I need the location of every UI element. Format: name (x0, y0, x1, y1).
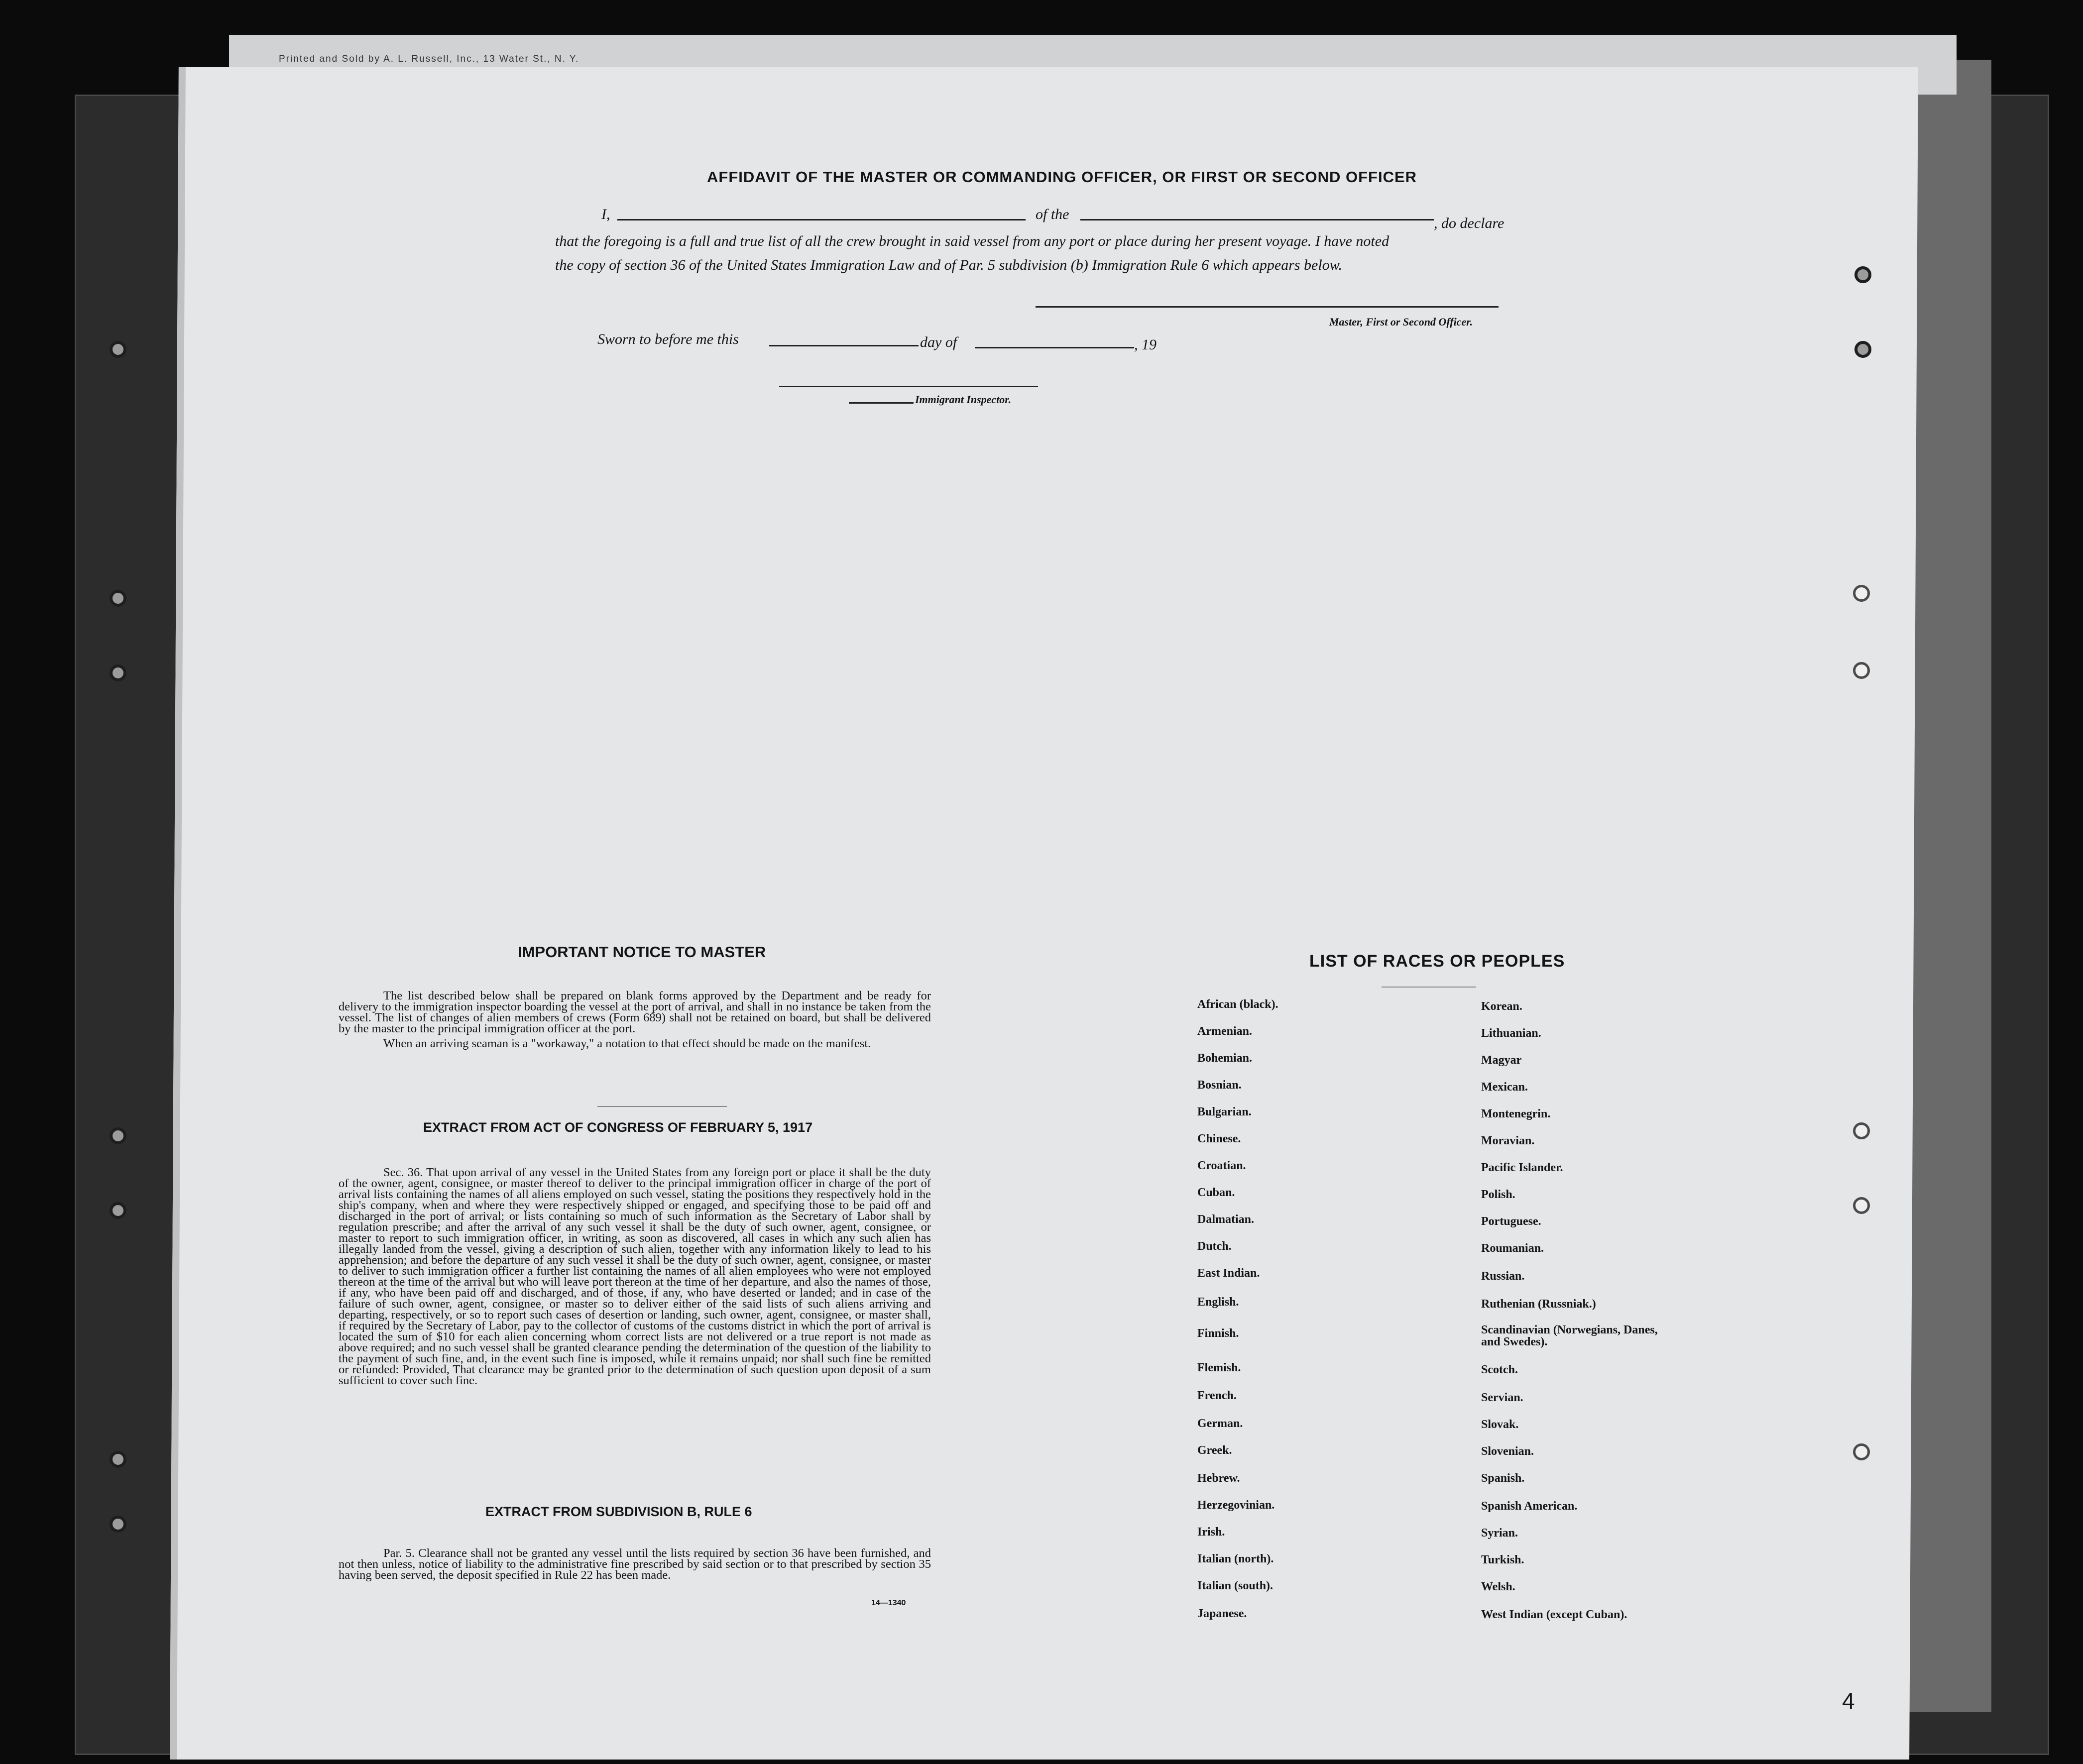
race-item: Turkish. (1481, 1553, 1524, 1566)
inspector-caption: Immigrant Inspector. (915, 393, 1012, 406)
affidavit-line-3: the copy of section 36 of the United States Immigration Law and of Par. 5 subdivision (b) Immigration Rule 6 which appears below. (555, 257, 1342, 273)
race-item: Magyar (1481, 1054, 1522, 1067)
master-signature-caption: Master, First or Second Officer. (1329, 316, 1473, 328)
binder-hole-icon (1853, 585, 1870, 602)
race-item: Dalmatian. (1197, 1213, 1254, 1226)
race-item: Dutch. (1197, 1240, 1232, 1253)
race-item: Servian. (1481, 1391, 1523, 1404)
race-item: Moravian. (1481, 1134, 1535, 1147)
binder-hole-icon (110, 1127, 126, 1144)
race-item: Herzegovinian. (1197, 1499, 1275, 1512)
race-item: Bosnian. (1197, 1079, 1242, 1092)
sworn-day-line (769, 345, 919, 346)
section-36-text: Sec. 36. That upon arrival of any vessel in the United States from any foreign port or place it shall be the duty of the owner, agent, consignee, or master thereof to deliver to the principal immigration officer in charge of the port of arrival lists containing the names of all aliens employed on such vessel, stating the positions they respectively hold in the ship's company, when and where they were respectively shipped or engaged, and specifying those to be paid off and discharged in the port of arrival; or lists containing so much of such information as the Secretary of Labor shall by regulation prescribe; and after the arrival of any such vessel it shall be the duty of such owner, agent, consignee, or master to report to such immigration officer, in writing, as soon as discovered, all cases in which any such alien has illegally landed from the vessel, giving a description of such alien, together with any information likely to lead to his apprehension; and before the departure of any such vessel it shall be the duty of such owner, agent, consignee, or master to deliver to such immigration officer a further list containing the names of all alien employees who were not employed thereon at the time of the arrival but who will leave port thereon at the time of her departure, and also the names of those, if any, who have been paid off and discharged, and of those, if any, who have deserted or landed; and in case of the failure of such owner, agent, consignee, or master so to deliver either of the said lists of such aliens arriving and departing, respectively, or so to report such cases of desertion or landing, such owner, agent, consignee, or master shall, if required by the Secretary of Labor, pay to the collector of customs of the customs district in which the port of arrival is located the sum of $10 for each alien concerning whom correct lists are not delivered or a true report is not made as above required; and no such vessel shall be granted clearance pending the determination of the question of the liability to the payment of such fine, and, in the event such fine is imposed, while it remains unpaid; nor shall such fine be remitted or refunded: Provided, That clearance may be granted prior to the determination of such question upon deposit of a sum sufficient to cover such fine. (339, 1166, 931, 1387)
name-line (617, 219, 1026, 220)
printer-imprint: Printed and Sold by A. L. Russell, Inc., 13 Water St., N. Y. (279, 54, 579, 64)
binder-hole-icon (1854, 266, 1871, 283)
page-number: 4 (1842, 1688, 1855, 1714)
race-item: Scotch. (1481, 1363, 1518, 1376)
inspector-signature-line (779, 386, 1038, 387)
race-item: German. (1197, 1417, 1243, 1430)
race-item: Russian. (1481, 1270, 1525, 1283)
race-item: Bulgarian. (1197, 1105, 1252, 1118)
binder-hole-icon (1853, 662, 1870, 679)
sworn-text: Sworn to before me this (597, 331, 739, 347)
race-item: Greek. (1197, 1444, 1232, 1457)
vessel-line (1080, 219, 1434, 220)
race-item: Flemish. (1197, 1361, 1241, 1374)
year-prefix: , 19 (1134, 336, 1157, 353)
race-item: Italian (north). (1197, 1552, 1274, 1565)
manifest-page (170, 67, 1918, 1760)
races-title: LIST OF RACES OR PEOPLES (1309, 952, 1565, 971)
race-item: Ruthenian (Russniak.) (1481, 1298, 1596, 1311)
notice-paragraph-1: The list described below shall be prepared on blank forms approved by the Department and be ready for delivery to the immigration inspector boarding the vessel at the port of arrival, and shall in no instance be taken from the vessel. The list of changes of alien members of crews (Form 689) shall not be retained on board, but shall be delivered by the master to the principal immigration officer at the port. (339, 989, 931, 1035)
binder-hole-icon (110, 1516, 126, 1533)
binder-hole-icon (110, 341, 126, 358)
race-item: Welsh. (1481, 1580, 1515, 1593)
race-item: Pacific Islander. (1481, 1161, 1563, 1174)
inspector-short-line (849, 402, 914, 404)
form-number: 14—1340 (871, 1599, 906, 1607)
race-item: Croatian. (1197, 1159, 1246, 1172)
race-item: Roumanian. (1481, 1242, 1544, 1255)
affidavit-declare: , do declare (1434, 215, 1504, 231)
separator (1382, 987, 1476, 988)
race-item: Armenian. (1197, 1025, 1252, 1038)
race-item: Finnish. (1197, 1327, 1239, 1340)
race-item: French. (1197, 1389, 1237, 1402)
race-item: Korean. (1481, 1000, 1522, 1013)
race-item: Cuban. (1197, 1186, 1235, 1199)
binder-hole-icon (110, 1202, 126, 1219)
race-item: Slovenian. (1481, 1445, 1534, 1458)
extract-rule-title: EXTRACT FROM SUBDIVISION B, RULE 6 (485, 1504, 752, 1519)
binder-hole-icon (110, 664, 126, 681)
race-item: Chinese. (1197, 1132, 1241, 1145)
notice-title: IMPORTANT NOTICE TO MASTER (518, 943, 766, 961)
extract-act-body (339, 1167, 931, 1390)
race-item: Slovak. (1481, 1418, 1519, 1431)
affidavit-title: AFFIDAVIT OF THE MASTER OR COMMANDING OFFICER, OR FIRST OR SECOND OFFICER (707, 168, 1417, 186)
par-5-text: Par. 5. Clearance shall not be granted any vessel until the lists required by section 36 have been furnished, and not then unless, notice of liability to the administrative fine prescribed by said section or to that prescribed by section 35 having been served, the deposit specified in Rule 22 has been made. (339, 1546, 931, 1582)
binder-hole-icon (1854, 341, 1871, 358)
race-item: Hebrew. (1197, 1472, 1240, 1485)
notice-body (339, 991, 931, 1053)
extract-act-title: EXTRACT FROM ACT OF CONGRESS OF FEBRUARY 5, 1917 (423, 1120, 813, 1135)
race-item: Spanish American. (1481, 1500, 1578, 1513)
extract-rule-body (339, 1548, 931, 1585)
race-item: Irish. (1197, 1526, 1225, 1539)
binder-hole-icon (110, 1451, 126, 1468)
binder-hole-icon (1853, 1197, 1870, 1214)
affidavit-i: I, (601, 206, 610, 222)
race-item: Bohemian. (1197, 1052, 1253, 1065)
race-item: African (black). (1197, 998, 1278, 1011)
race-item: Spanish. (1481, 1472, 1525, 1485)
race-item: Scandinavian (Norwegians, Danes, and Swedes). (1481, 1323, 1658, 1348)
race-item: Polish. (1481, 1188, 1515, 1201)
race-item: English. (1197, 1296, 1239, 1309)
affidavit-line-2: that the foregoing is a full and true list of all the crew brought in said vessel from any port or place during her present voyage. I have noted (555, 233, 1389, 249)
race-item: East Indian. (1197, 1267, 1260, 1280)
sworn-month-line (975, 347, 1134, 348)
affidavit-of-the: of the (1036, 206, 1069, 222)
binder-hole-icon (110, 590, 126, 607)
race-item: Montenegrin. (1481, 1107, 1551, 1120)
day-of-text: day of (920, 334, 957, 350)
race-item: Japanese. (1197, 1607, 1247, 1620)
race-item: Syrian. (1481, 1527, 1518, 1540)
binder-hole-icon (1853, 1443, 1870, 1460)
race-item: Portuguese. (1481, 1215, 1541, 1228)
binder-hole-icon (1853, 1122, 1870, 1139)
separator (597, 1106, 727, 1107)
master-signature-line (1036, 306, 1499, 308)
race-item: Italian (south). (1197, 1579, 1273, 1592)
race-item: Lithuanian. (1481, 1027, 1541, 1040)
race-item: West Indian (except Cuban). (1481, 1608, 1627, 1621)
race-item: Mexican. (1481, 1081, 1528, 1094)
notice-paragraph-2: When an arriving seaman is a "workaway," a notation to that effect should be made on the manifest. (383, 1037, 871, 1050)
